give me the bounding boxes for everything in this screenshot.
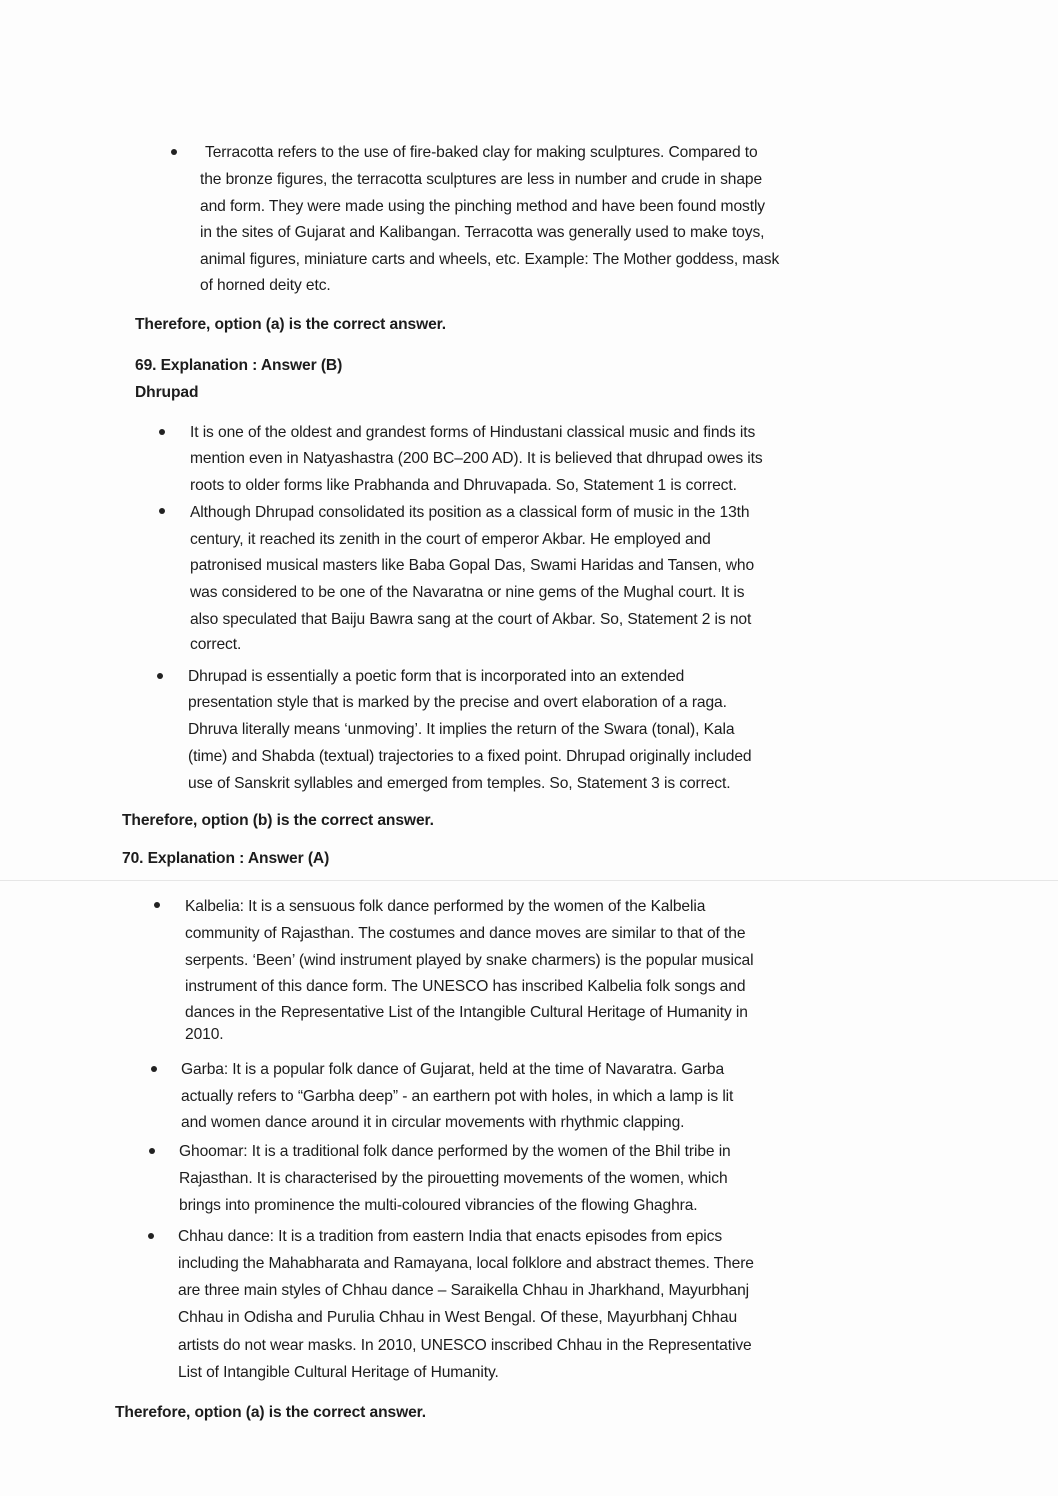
bullet-icon xyxy=(151,1066,157,1072)
text-line: dances in the Representative List of the Intangible Cultural Heritage of Humanity in xyxy=(185,1004,748,1021)
bullet-icon xyxy=(148,1233,154,1239)
text-line: serpents. ‘Been’ (wind instrument played by snake charmers) is the popular musical xyxy=(185,952,754,969)
text-line: 2010. xyxy=(185,1026,224,1043)
text-line: mention even in Natyashastra (200 BC–200 AD). It is believed that dhrupad owes its xyxy=(190,450,763,467)
text-line: Although Dhrupad consolidated its position as a classical form of music in the 13th xyxy=(190,504,750,521)
text-line: instrument of this dance form. The UNESCO has inscribed Kalbelia folk songs and xyxy=(185,978,746,995)
text-line: and women dance around it in circular movements with rhythmic clapping. xyxy=(181,1114,685,1131)
bullet-icon xyxy=(149,1148,155,1154)
text-line: Ghoomar: It is a traditional folk dance performed by the women of the Bhil tribe in xyxy=(179,1143,731,1160)
text-line: brings into prominence the multi-coloured vibrancies of the flowing Ghaghra. xyxy=(179,1197,698,1214)
text-line: also speculated that Baiju Bawra sang at the court of Akbar. So, Statement 2 is not xyxy=(190,611,752,628)
conclusion-70: Therefore, option (a) is the correct answer. xyxy=(115,1404,427,1421)
text-line: presentation style that is marked by the precise and overt elaboration of a raga. xyxy=(188,694,727,711)
text-line: use of Sanskrit syllables and emerged from temples. So, Statement 3 is correct. xyxy=(188,775,731,792)
bullet-icon xyxy=(159,508,165,514)
text-line: Chhau in Odisha and Purulia Chhau in West Bengal. Of these, Mayurbhanj Chhau xyxy=(178,1309,738,1326)
text-line: actually refers to “Garbha deep” - an earthern pot with holes, in which a lamp is lit xyxy=(181,1088,734,1105)
text-line: animal figures, miniature carts and wheels, etc. Example: The Mother goddess, mask xyxy=(200,251,780,268)
conclusion-68: Therefore, option (a) is the correct answer. xyxy=(135,316,447,333)
text-line: community of Rajasthan. The costumes and dance moves are similar to that of the xyxy=(185,925,746,942)
text-line: roots to older forms like Prabhanda and Dhruvapada. So, Statement 1 is correct. xyxy=(190,477,737,494)
text-line: correct. xyxy=(190,636,242,653)
heading-69: 69. Explanation : Answer (B) xyxy=(135,357,343,374)
text-line: including the Mahabharata and Ramayana, local folklore and abstract themes. There xyxy=(178,1255,754,1272)
text-line: (time) and Shabda (textual) trajectories to a fixed point. Dhrupad originally included xyxy=(188,748,752,765)
text-line: the bronze figures, the terracotta sculptures are less in number and crude in shape xyxy=(200,171,763,188)
text-line: in the sites of Gujarat and Kalibangan. Terracotta was generally used to make toys, xyxy=(200,224,765,241)
subheading-dhrupad: Dhrupad xyxy=(135,384,199,401)
text-line: Rajasthan. It is characterised by the pirouetting movements of the women, which xyxy=(179,1170,728,1187)
text-line: List of Intangible Cultural Heritage of Humanity. xyxy=(178,1364,499,1381)
text-line: Terracotta refers to the use of fire-baked clay for making sculptures. Compared to xyxy=(205,144,758,161)
bullet-icon xyxy=(157,673,163,679)
heading-70: 70. Explanation : Answer (A) xyxy=(122,850,330,867)
bullet-icon xyxy=(154,902,160,908)
text-line: and form. They were made using the pinching method and have been found mostly xyxy=(200,198,766,215)
bullet-icon xyxy=(159,429,165,435)
conclusion-69: Therefore, option (b) is the correct answer. xyxy=(122,812,434,829)
text-line: artists do not wear masks. In 2010, UNESCO inscribed Chhau in the Representative xyxy=(178,1337,752,1354)
text-line: patronised musical masters like Baba Gopal Das, Swami Haridas and Tansen, who xyxy=(190,557,755,574)
text-line: are three main styles of Chhau dance – Saraikella Chhau in Jharkhand, Mayurbhanj xyxy=(178,1282,750,1299)
text-line: Garba: It is a popular folk dance of Gujarat, held at the time of Navaratra. Garba xyxy=(181,1061,725,1078)
text-line: Dhrupad is essentially a poetic form that is incorporated into an extended xyxy=(188,668,685,685)
text-line: of horned deity etc. xyxy=(200,277,331,294)
text-line: was considered to be one of the Navaratna or nine gems of the Mughal court. It is xyxy=(190,584,745,601)
bullet-icon xyxy=(171,149,177,155)
text-line: Kalbelia: It is a sensuous folk dance performed by the women of the Kalbelia xyxy=(185,898,706,915)
text-line: century, it reached its zenith in the court of emperor Akbar. He employed and xyxy=(190,531,711,548)
text-line: Dhruva literally means ‘unmoving’. It implies the return of the Swara (tonal), Kala xyxy=(188,721,735,738)
text-line: It is one of the oldest and grandest forms of Hindustani classical music and finds its xyxy=(190,424,756,441)
text-line: Chhau dance: It is a tradition from eastern India that enacts episodes from epics xyxy=(178,1228,723,1245)
scan-fold-line xyxy=(0,880,1058,881)
